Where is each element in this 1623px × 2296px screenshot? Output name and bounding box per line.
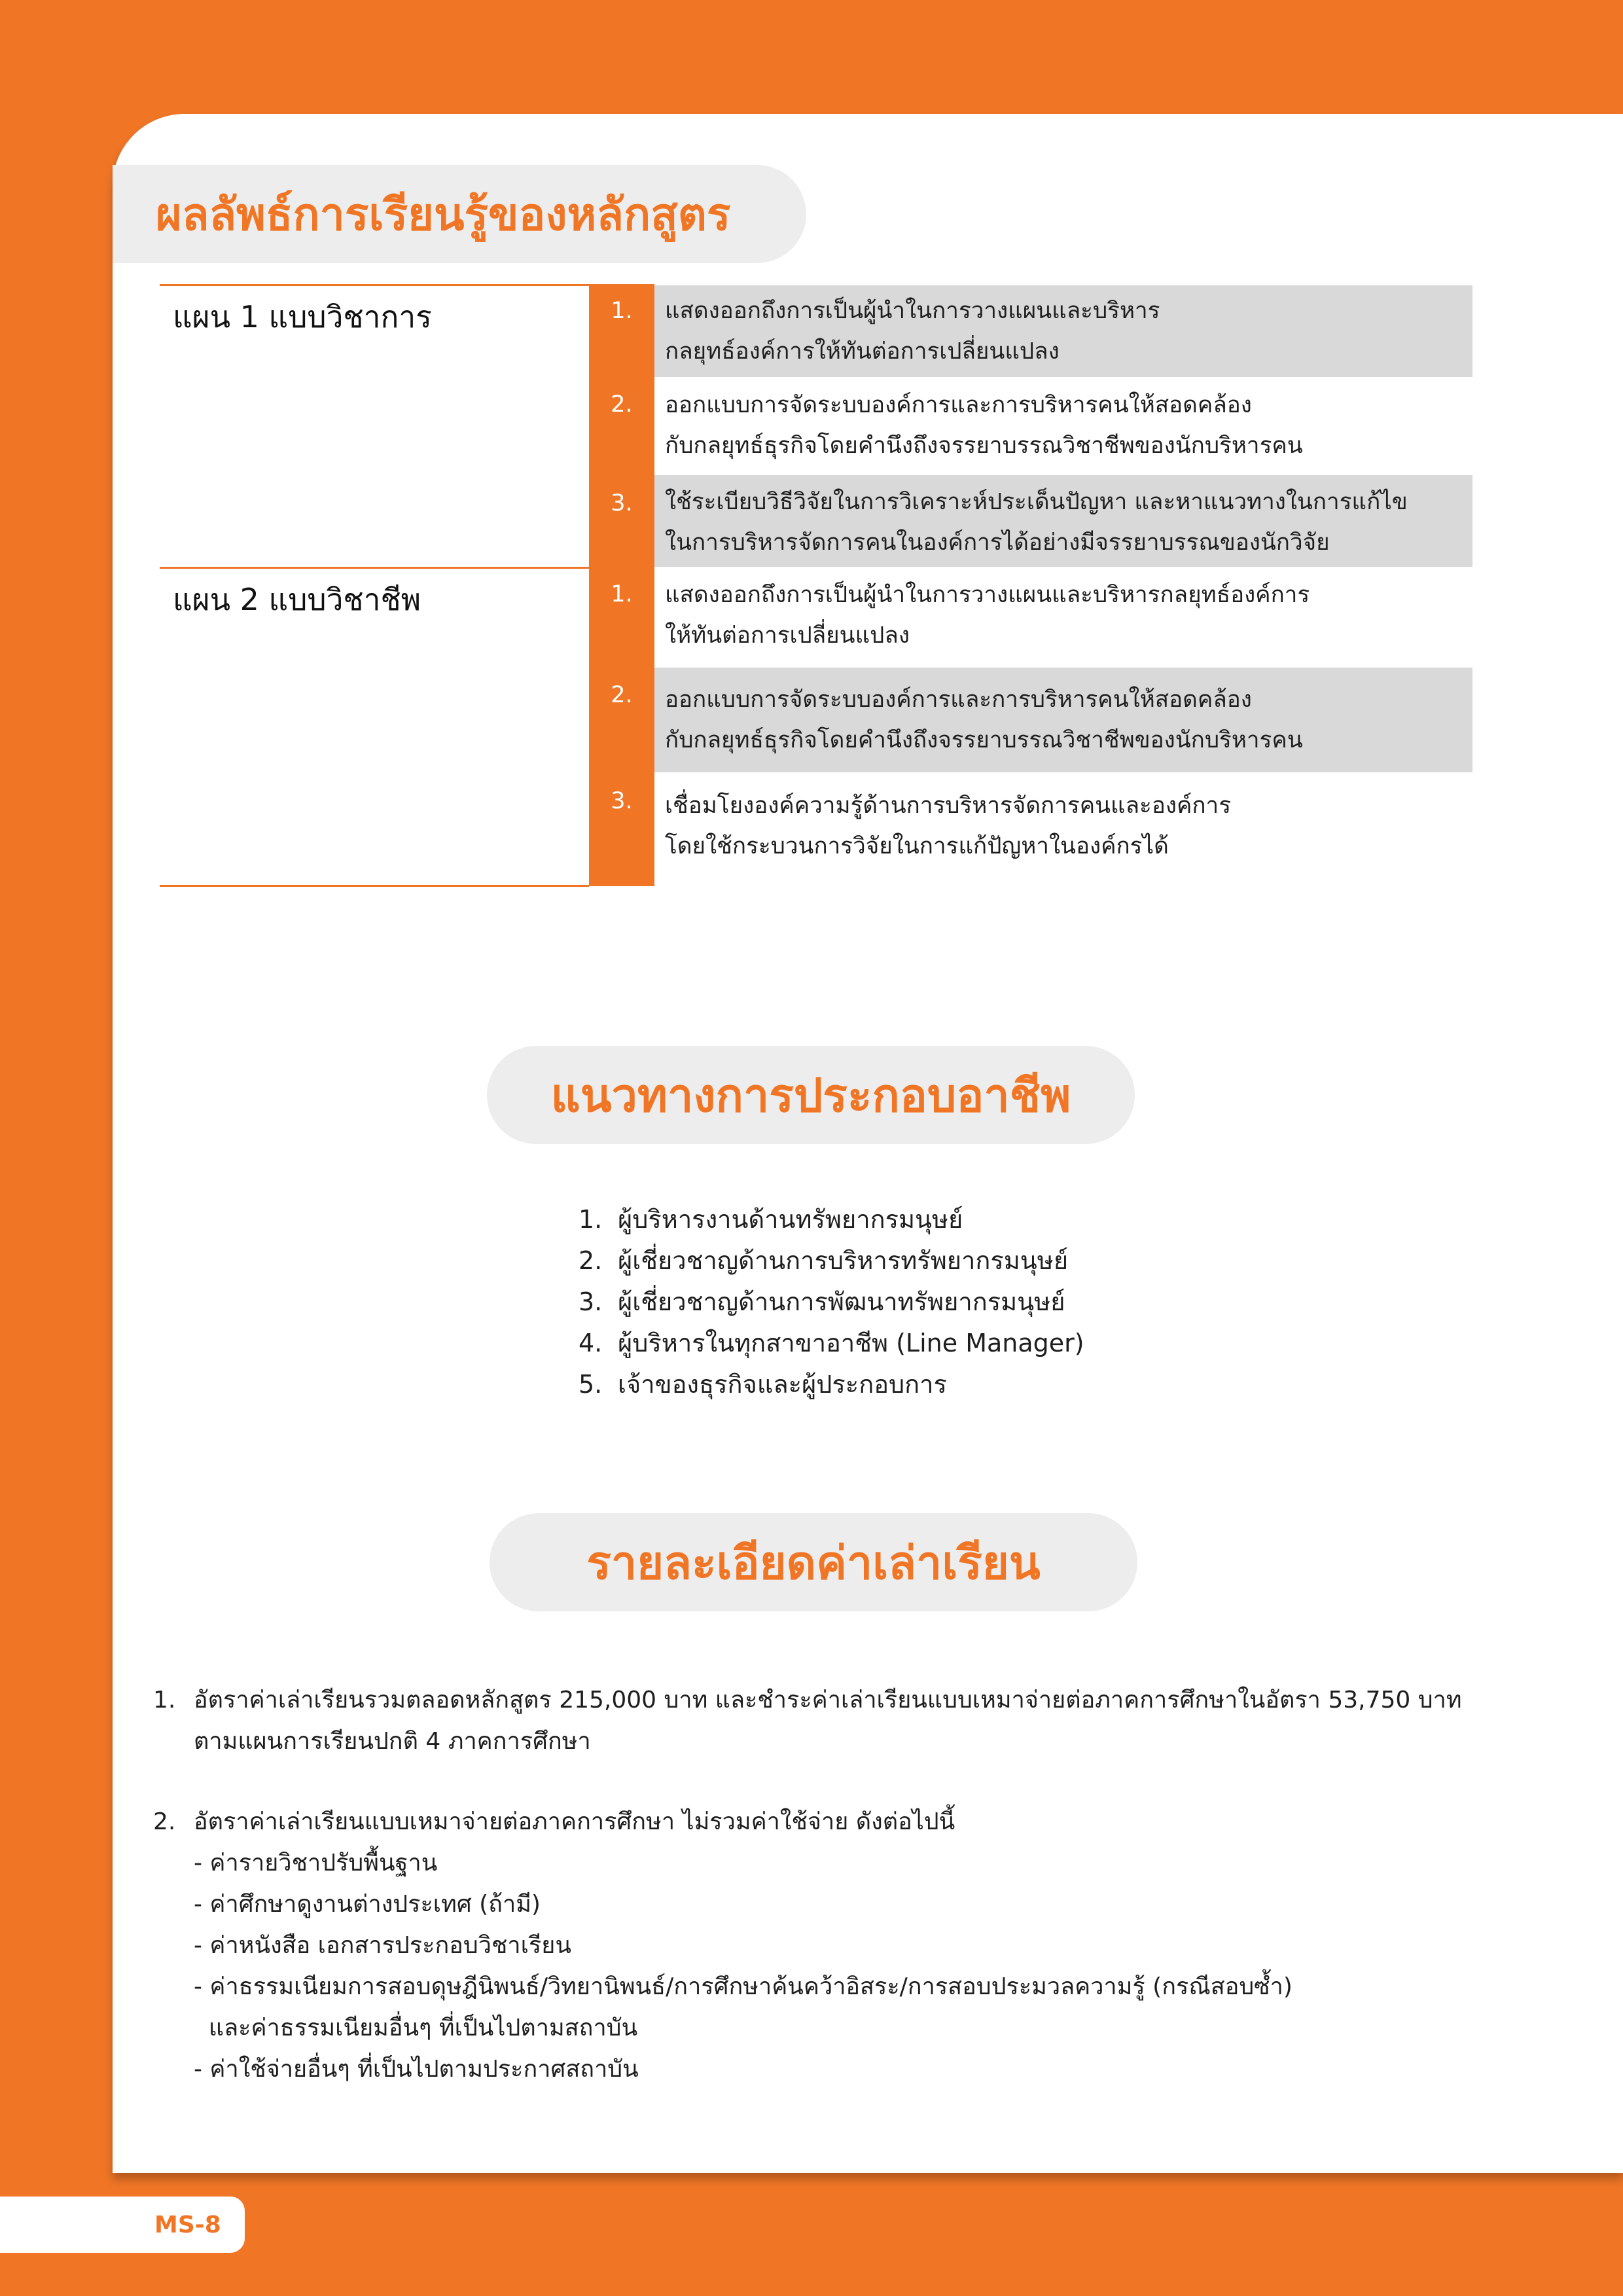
- outcome-line: แสดงออกถึงการเป็นผู้นำในการวางแผนและบริหาร: [665, 298, 1160, 324]
- list-item: [579, 1240, 1084, 1282]
- outcome-item: [654, 668, 1472, 772]
- list-item: [579, 1364, 1084, 1405]
- outcome-number: 2.: [611, 391, 633, 418]
- outcome-item: [654, 774, 1472, 885]
- outcome-item: [654, 378, 1472, 474]
- list-number: 1.: [579, 1205, 603, 1234]
- table-divider: [160, 885, 589, 887]
- fee-item-2: [153, 1801, 1293, 2090]
- outcome-line: ใช้ระเบียบวิธีวิจัยในการวิเคราะห์ประเด็นปัญหา และหาแนวทางในการแก้ไข: [665, 489, 1408, 515]
- fee-text: อัตราค่าเล่าเรียนแบบเหมาจ่ายต่อภาคการศึกษา ไม่รวมค่าใช้จ่าย ดังต่อไปนี้: [194, 1808, 955, 1835]
- fee-item-1: [153, 1679, 1462, 1762]
- outcome-line: โดยใช้กระบวนการวิจัยในการแก้ปัญหาในองค์กรได้: [665, 833, 1169, 859]
- fee-sub-item: และค่าธรรมเนียมอื่นๆ ที่เป็นไปตามสถาบัน: [194, 2015, 638, 2041]
- careers-list: [579, 1199, 1084, 1405]
- list-text: ผู้เชี่ยวชาญด้านการบริหารทรัพยากรมนุษย์: [618, 1246, 1069, 1275]
- list-number: 4.: [579, 1329, 603, 1357]
- fee-text: อัตราค่าเล่าเรียนรวมตลอดหลักสูตร 215,000 บาท และชำระค่าเล่าเรียนแบบเหมาจ่ายต่อภาคการศึกษาในอัตรา 53,750 บาท: [194, 1687, 1462, 1713]
- outcomes-title: ผลลัพธ์การเรียนรู้ของหลักสูตร: [113, 165, 806, 263]
- list-number: 5.: [579, 1370, 603, 1399]
- outcome-line: ออกแบบการจัดระบบองค์การและการบริหารคนให้สอดคล้อง: [665, 392, 1252, 418]
- list-number: 3.: [579, 1287, 603, 1316]
- outcome-line: กับกลยุทธ์ธุรกิจโดยคำนึงถึงจรรยาบรรณวิชาชีพของนักบริหารคน: [665, 727, 1303, 753]
- outcome-line: ในการบริหารจัดการคนในองค์การได้อย่างมีจรรยาบรรณของนักวิจัย: [665, 529, 1330, 556]
- outcome-item: [654, 475, 1472, 567]
- fee-sub-item: - ค่าศึกษาดูงานต่างประเทศ (ถ้ามี): [194, 1891, 541, 1918]
- outcome-number: 3.: [611, 490, 633, 516]
- fee-sub-item: - ค่าธรรมเนียมการสอบดุษฎีนิพนธ์/วิทยานิพนธ์/การศึกษาค้นคว้าอิสระ/การสอบประมวลความรู้ (กรณีสอบซ้ำ): [194, 1973, 1293, 2000]
- fee-sub-item: - ค่าหนังสือ เอกสารประกอบวิชาเรียน: [194, 1932, 571, 1959]
- table-divider: [160, 567, 589, 569]
- list-text: ผู้บริหารในทุกสาขาอาชีพ (Line Manager): [618, 1329, 1084, 1357]
- list-text: เจ้าของธุรกิจและผู้ประกอบการ: [618, 1370, 947, 1399]
- fee-sub-item: - ค่าใช้จ่ายอื่นๆ ที่เป็นไปตามประกาศสถาบัน: [194, 2056, 639, 2083]
- fee-sub-item: - ค่ารายวิชาปรับพื้นฐาน: [194, 1850, 438, 1876]
- outcome-number: 2.: [611, 682, 633, 708]
- outcome-line: ให้ทันต่อการเปลี่ยนแปลง: [665, 622, 910, 649]
- page-number-tab: [0, 2197, 245, 2253]
- careers-title: แนวทางการประกอบอาชีพ: [487, 1046, 1135, 1144]
- outcome-line: กลยุทธ์องค์การให้ทันต่อการเปลี่ยนแปลง: [665, 338, 1060, 365]
- outcome-line: กับกลยุทธ์ธุรกิจโดยคำนึงถึงจรรยาบรรณวิชาชีพของนักบริหารคน: [665, 433, 1303, 459]
- list-text: ผู้บริหารงานด้านทรัพยากรมนุษย์: [618, 1205, 963, 1234]
- page-number: MS-8: [154, 2211, 221, 2238]
- outcome-item: [654, 285, 1472, 377]
- outcome-line: แสดงออกถึงการเป็นผู้นำในการวางแผนและบริหารกลยุทธ์องค์การ: [665, 582, 1310, 608]
- plan-1-label: แผน 1 แบบวิชาการ: [173, 299, 432, 334]
- list-item: [579, 1199, 1084, 1240]
- outcome-line: เชื่อมโยงองค์ความรู้ด้านการบริหารจัดการคนและองค์การ: [665, 793, 1232, 819]
- fee-number: 1.: [153, 1687, 176, 1713]
- fees-title: รายละเอียดค่าเล่าเรียน: [490, 1513, 1137, 1611]
- outcome-number: 1.: [611, 581, 633, 607]
- list-item: [579, 1282, 1084, 1323]
- fee-text: ตามแผนการเรียนปกติ 4 ภาคการศึกษา: [194, 1728, 591, 1755]
- table-divider: [160, 284, 589, 286]
- plan-2-label: แผน 2 แบบวิชาชีพ: [173, 582, 421, 617]
- outcome-line: ออกแบบการจัดระบบองค์การและการบริหารคนให้สอดคล้อง: [665, 687, 1252, 713]
- fee-number: 2.: [153, 1808, 176, 1835]
- outcome-item: [654, 568, 1472, 666]
- list-text: ผู้เชี่ยวชาญด้านการพัฒนาทรัพยากรมนุษย์: [618, 1287, 1065, 1316]
- outcome-number: 1.: [611, 298, 633, 324]
- list-number: 2.: [579, 1246, 603, 1275]
- list-item: [579, 1323, 1084, 1364]
- outcome-number: 3.: [611, 788, 633, 814]
